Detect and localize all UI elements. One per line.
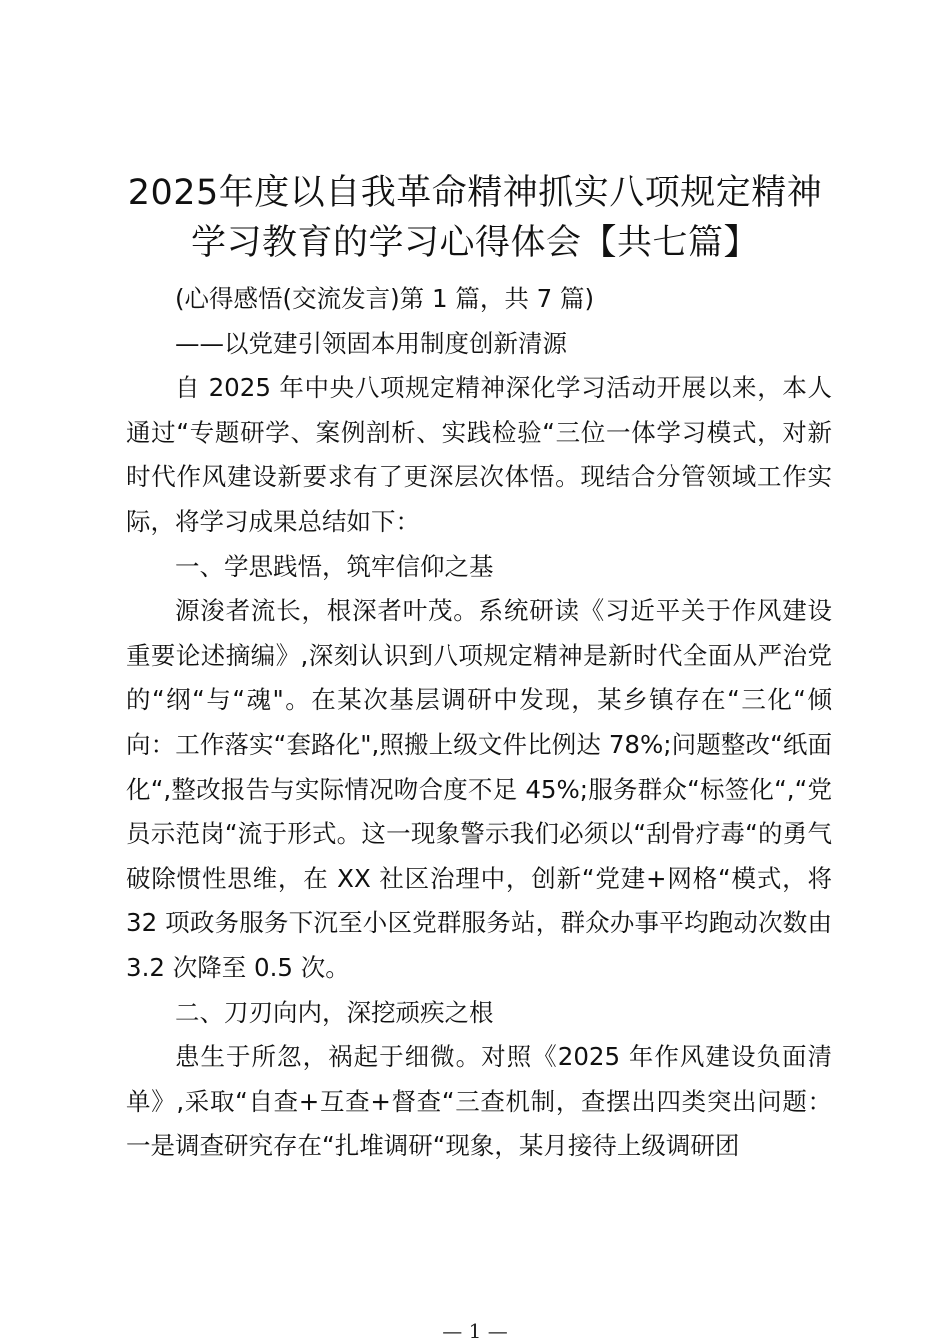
section-1-paragraph: 源浚者流长，根深者叶茂。系统研读《习近平关于作风建设重要论述摘编》,深刻认识到八项规定精神是新时代全面从严治党的“纲“与“魂"。在某次基层调研中发现，某乡镇存在“三化“倾向：工作落实“套路化",照搬上级文件比例达 78%;问题整改“纸面化“,整改报告与实际情况吻合度不足 45%;服务群众“标签化“,“党员示范岗“流于形式。这一现象警示我们必须以“刮骨疗毒“的勇气破除惯性思维，在 XX 社区治理中，创新“党建+网格“模式，将 32 项政务服务下沉至小区党群服务站，群众办事平均跑动次数由 3.2 次降至 0.5 次。	[126, 596, 832, 982]
section-heading-2: 二、刀刃向内，深挖顽疾之根	[175, 997, 494, 1027]
title-line-1: 2025年度以自我革命精神抓实八项规定精神	[127, 173, 823, 213]
document-body	[126, 277, 832, 1169]
theme-line: ——以党建引领固本用制度创新清源	[175, 328, 567, 358]
page-number: — 1 —	[442, 1319, 508, 1343]
document-title	[120, 168, 830, 268]
subtitle: (心得感悟(交流发言)第 1 篇，共 7 篇)	[175, 284, 595, 313]
intro-paragraph: 自 2025 年中央八项规定精神深化学习活动开展以来，本人通过“专题研学、案例剖析、实践检验“三位一体学习模式，对新时代作风建设新要求有了更深层次体悟。现结合分管领域工作实际，将学习成果总结如下：	[126, 373, 832, 536]
section-2-paragraph: 患生于所忽，祸起于细微。对照《2025 年作风建设负面清单》,采取“自查+互查+督查“三查机制，查摆出四类突出问题：一是调查研究存在“扎堆调研“现象，某月接待上级调研团	[126, 1042, 832, 1161]
section-heading-1: 一、学思践悟，筑牢信仰之基	[175, 551, 494, 581]
title-line-2: 学习教育的学习心得体会【共七篇】	[190, 223, 759, 263]
